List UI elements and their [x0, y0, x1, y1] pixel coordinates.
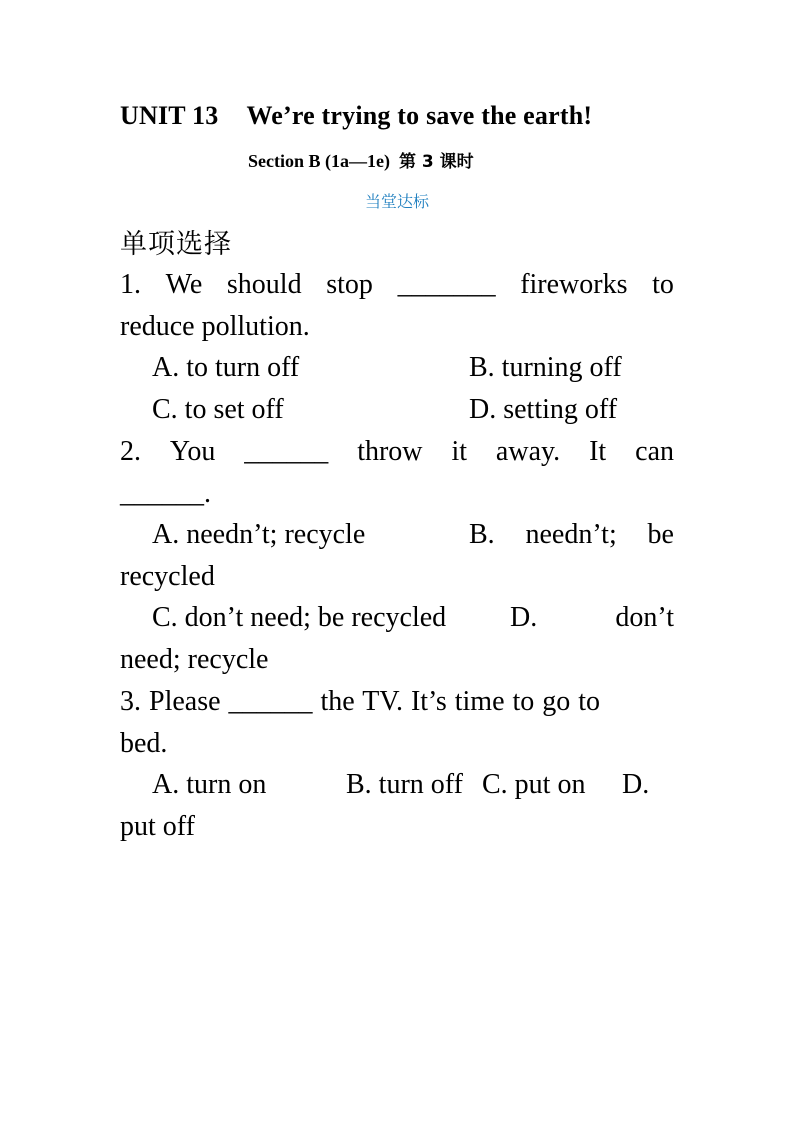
- unit-number: UNIT 13: [120, 101, 219, 130]
- option-a[interactable]: A. to turn off: [152, 352, 300, 383]
- question-1: [120, 264, 674, 348]
- option-d[interactable]: D. setting off: [469, 394, 618, 425]
- question-1-line-2: reduce pollution.: [120, 311, 310, 342]
- exercise-heading: 单项选择: [120, 229, 232, 260]
- option-a[interactable]: A. needn’t; recycle: [152, 519, 366, 550]
- option-d[interactable]: D. don’t: [510, 602, 674, 633]
- section-label: Section B (1a—1e): [248, 151, 390, 171]
- option-d-continuation: put off: [120, 811, 195, 842]
- question-2-line-2: ______.: [120, 478, 211, 509]
- answer-blank: _______: [397, 269, 496, 300]
- option-a[interactable]: A. turn on: [152, 769, 267, 800]
- question-2-line-1: 2. You ______ throw it away. It can: [120, 431, 674, 473]
- option-d[interactable]: D.: [622, 769, 650, 800]
- unit-title: [120, 101, 592, 131]
- option-c[interactable]: C. don’t need; be recycled: [152, 602, 447, 633]
- question-3: [120, 681, 674, 765]
- option-b[interactable]: B. needn’t; be: [469, 519, 674, 550]
- practice-tag: 当堂达标: [364, 192, 429, 211]
- section-subtitle: [248, 147, 474, 172]
- answer-blank: ______: [244, 436, 329, 467]
- question-3-line-1: 3. Please ______ the TV. It’s time to go to: [120, 686, 601, 717]
- option-b[interactable]: B. turn off: [346, 769, 463, 800]
- question-1-line-1: 1. We should stop _______ fireworks to: [120, 264, 674, 306]
- question-2: [120, 431, 674, 515]
- lesson-label: 第 3 课时: [398, 152, 474, 172]
- option-c[interactable]: C. put on: [482, 769, 586, 800]
- option-b[interactable]: B. turning off: [469, 352, 622, 383]
- option-d-continuation: need; recycle: [120, 644, 269, 675]
- option-b-continuation: recycled: [120, 561, 215, 592]
- unit-name: We’re trying to save the earth!: [246, 101, 593, 130]
- question-3-line-2: bed.: [120, 728, 168, 759]
- option-c[interactable]: C. to set off: [152, 394, 284, 425]
